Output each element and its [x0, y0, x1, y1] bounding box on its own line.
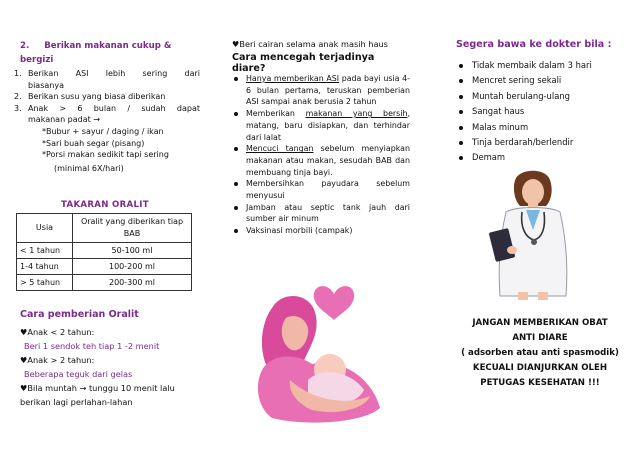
sub-item: *Porsi makan sedikit tapi sering [42, 150, 169, 160]
warning-line: ( adsorben atau anti spasmodik) [461, 348, 619, 358]
doctor-hand [507, 246, 517, 254]
doctor-face [522, 179, 544, 205]
step-2-text-2: bergizi [20, 55, 54, 65]
item-text: pada bayi usia 4-6 bulan pertama, teruskan pemberian ASI sampai anak berusia 2 tahun [246, 74, 411, 107]
fluid-advice: ♥Beri cairan selama anak masih haus [232, 39, 388, 49]
list-item: Tinja berdarah/berlendir [456, 135, 592, 150]
list-item [232, 178, 410, 201]
list-item: Muntah berulang-ulang [456, 89, 592, 104]
warning-line: KECUALI DIANJURKAN OLEH [472, 363, 608, 373]
list-item [14, 91, 200, 103]
method-line: ♥Anak > 2 tahun: [20, 355, 95, 365]
sub-item: *Sari buah segar (pisang) [42, 138, 145, 148]
column-symptoms [438, 0, 634, 451]
table-cell-dose: 50-100 ml [73, 243, 192, 259]
mother-baby-illustration [242, 268, 400, 428]
item-text: Jamban atau septic tank jauh dari sumber air minum [246, 202, 410, 224]
list-item: Tidak membaik dalam 3 hari [456, 58, 592, 73]
table-cell-age: 1-4 tahun [17, 259, 73, 275]
feeding-list [14, 68, 200, 174]
table-row [17, 259, 192, 275]
table-cell-dose: 100-200 ml [73, 259, 192, 275]
list-item-text: Berikan ASI lebih sering dari [28, 69, 200, 78]
table-header-row [17, 214, 192, 243]
step-2-number: 2. [20, 41, 30, 51]
list-item [232, 108, 410, 143]
underlined-text: makanan yang bersih [305, 109, 408, 119]
list-item [14, 103, 200, 115]
table-cell-age: > 5 tahun [17, 275, 73, 291]
heart-icon [314, 286, 354, 320]
item-text: Vaksinasi morbili (campak) [246, 226, 353, 236]
table-cell-age: < 1 tahun [17, 243, 73, 259]
doctor-illustration [486, 168, 578, 300]
prevention-title: Cara mencegah terjadinya diare? [232, 52, 375, 74]
item-text: , matang, baru disiapkan, dan terhindar dari lalat [246, 109, 410, 142]
medication-warning [442, 316, 638, 391]
oralit-table-title: TAKARAN ORALIT [61, 200, 149, 210]
list-item: Malas minum [456, 120, 592, 135]
step-2-text: Berikan makanan cukup & [44, 41, 172, 51]
column-nutrition-oralit [8, 0, 200, 451]
list-item-number: 1. [14, 69, 22, 78]
table-header-dose: Oralit yang diberikan tiap BAB [73, 214, 192, 243]
list-item-text: Anak > 6 bulan / sudah dapat [28, 103, 200, 113]
table-cell-dose: 200-300 ml [73, 275, 192, 291]
sub-item-tail: (minimal 6X/hari) [54, 163, 124, 173]
list-item [232, 225, 410, 237]
list-item [232, 202, 410, 225]
list-item-text: biasanya [28, 80, 64, 90]
list-item: Demam [456, 150, 592, 165]
warning-line: ANTI DIARE [512, 333, 568, 343]
list-item-number: 3. [14, 103, 22, 113]
step-2-heading [20, 39, 198, 67]
method-line: ♥Anak < 2 tahun: [20, 327, 95, 337]
method-line: Beri 1 sendok teh tiap 1 -2 menit [24, 341, 160, 351]
symptoms-list [456, 58, 592, 166]
prevention-list [232, 73, 410, 237]
table-header-age: Usia [17, 214, 73, 243]
item-text: sebelum menyiapkan makanan atau makan, sesudah BAB dan membuang tinja bayi. [246, 144, 410, 177]
underlined-text: Mencuci tangan [246, 144, 314, 154]
list-item [14, 68, 200, 80]
oralit-method-list [20, 325, 210, 409]
table-row [17, 243, 192, 259]
oralit-table [16, 213, 192, 291]
list-item [232, 73, 410, 108]
method-line: berikan lagi perlahan-lahan [20, 397, 133, 407]
column-prevention [222, 0, 410, 451]
table-row [17, 275, 192, 291]
underlined-text: Hanya memberikan ASI [246, 74, 340, 83]
list-item: Sangat haus [456, 104, 592, 119]
item-text: Membersihkan payudara sebelum menyusui [246, 179, 410, 201]
list-item-text: makanan padat → [28, 115, 101, 125]
warning-line: PETUGAS KESEHATAN !!! [480, 378, 600, 388]
oralit-method-title: Cara pemberian Oralit [20, 309, 139, 320]
list-item-text: Berikan susu yang biasa diberikan [28, 92, 166, 102]
warning-line: JANGAN MEMBERIKAN OBAT [472, 318, 608, 328]
item-text: Memberikan [246, 109, 306, 119]
sub-item: *Bubur + sayur / daging / ikan [42, 126, 164, 136]
method-line: ♥Bila muntah → tunggu 10 menit lalu [20, 383, 175, 393]
method-line: Beberapa teguk dari gelas [24, 369, 133, 379]
list-item-number: 2. [14, 92, 22, 102]
symptoms-title: Segera bawa ke dokter bila : [456, 39, 612, 50]
list-item: Mencret sering sekali [456, 73, 592, 88]
list-item [232, 143, 410, 178]
